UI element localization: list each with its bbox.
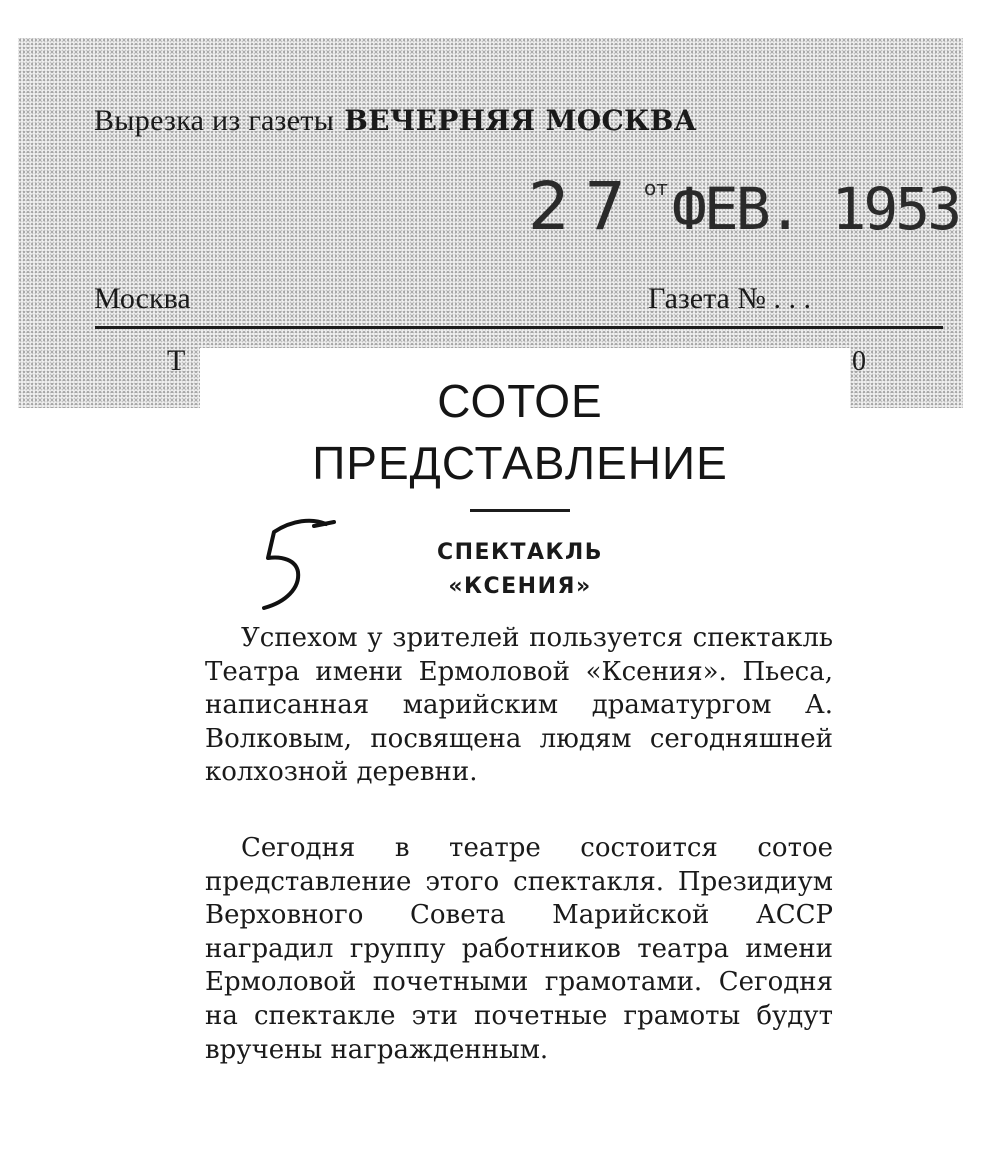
city-label: Москва xyxy=(94,282,191,315)
headline-line-2: ПРЕДСТАВЛЕНИЕ xyxy=(312,437,728,489)
clipping-source-label xyxy=(94,104,697,138)
stamp-day: 27 xyxy=(528,168,640,245)
stamp-month-year: ФЕВ. 1953 xyxy=(671,175,960,243)
subhead-line-2: «КСЕНИЯ» xyxy=(448,574,592,599)
stamp-ot: от xyxy=(643,176,668,200)
article-paragraph-1 xyxy=(205,622,833,790)
gazeta-number-label: Газета № . . . xyxy=(648,282,811,315)
handwritten-mark-5 xyxy=(252,514,342,614)
headline-line-1: СОТОЕ xyxy=(437,375,603,427)
article-paragraph-2 xyxy=(205,832,833,1067)
date-stamp xyxy=(528,168,959,245)
headline-divider xyxy=(470,509,570,512)
cut-edge-right-letter: 0 xyxy=(852,346,866,377)
subhead-line-1: СПЕКТАКЛЬ xyxy=(436,540,604,565)
cut-edge-left-letter: Т xyxy=(167,344,186,377)
header-rule xyxy=(95,326,943,329)
clip-prefix: Вырезка из газеты xyxy=(94,104,335,137)
newspaper-name: ВЕЧЕРНЯЯ МОСКВА xyxy=(344,104,697,137)
paragraph-2-text: Сегодня в театре состоится сотое представление этого спектакля. Президиум Верховного Совета Марийской АССР наградил группу работников театра имени Ермоловой почетными грамотами. Сегодня на спектакле эти почетные грамоты будут вручены награжденным. xyxy=(205,833,833,1065)
paragraph-1-text: Успехом у зрителей пользуется спектакль Театра имени Ермоловой «Ксения». Пьеса, написанная марийским драматургом А. Волковым, посвящена людям сегодняшней колхозной деревни. xyxy=(205,623,833,788)
